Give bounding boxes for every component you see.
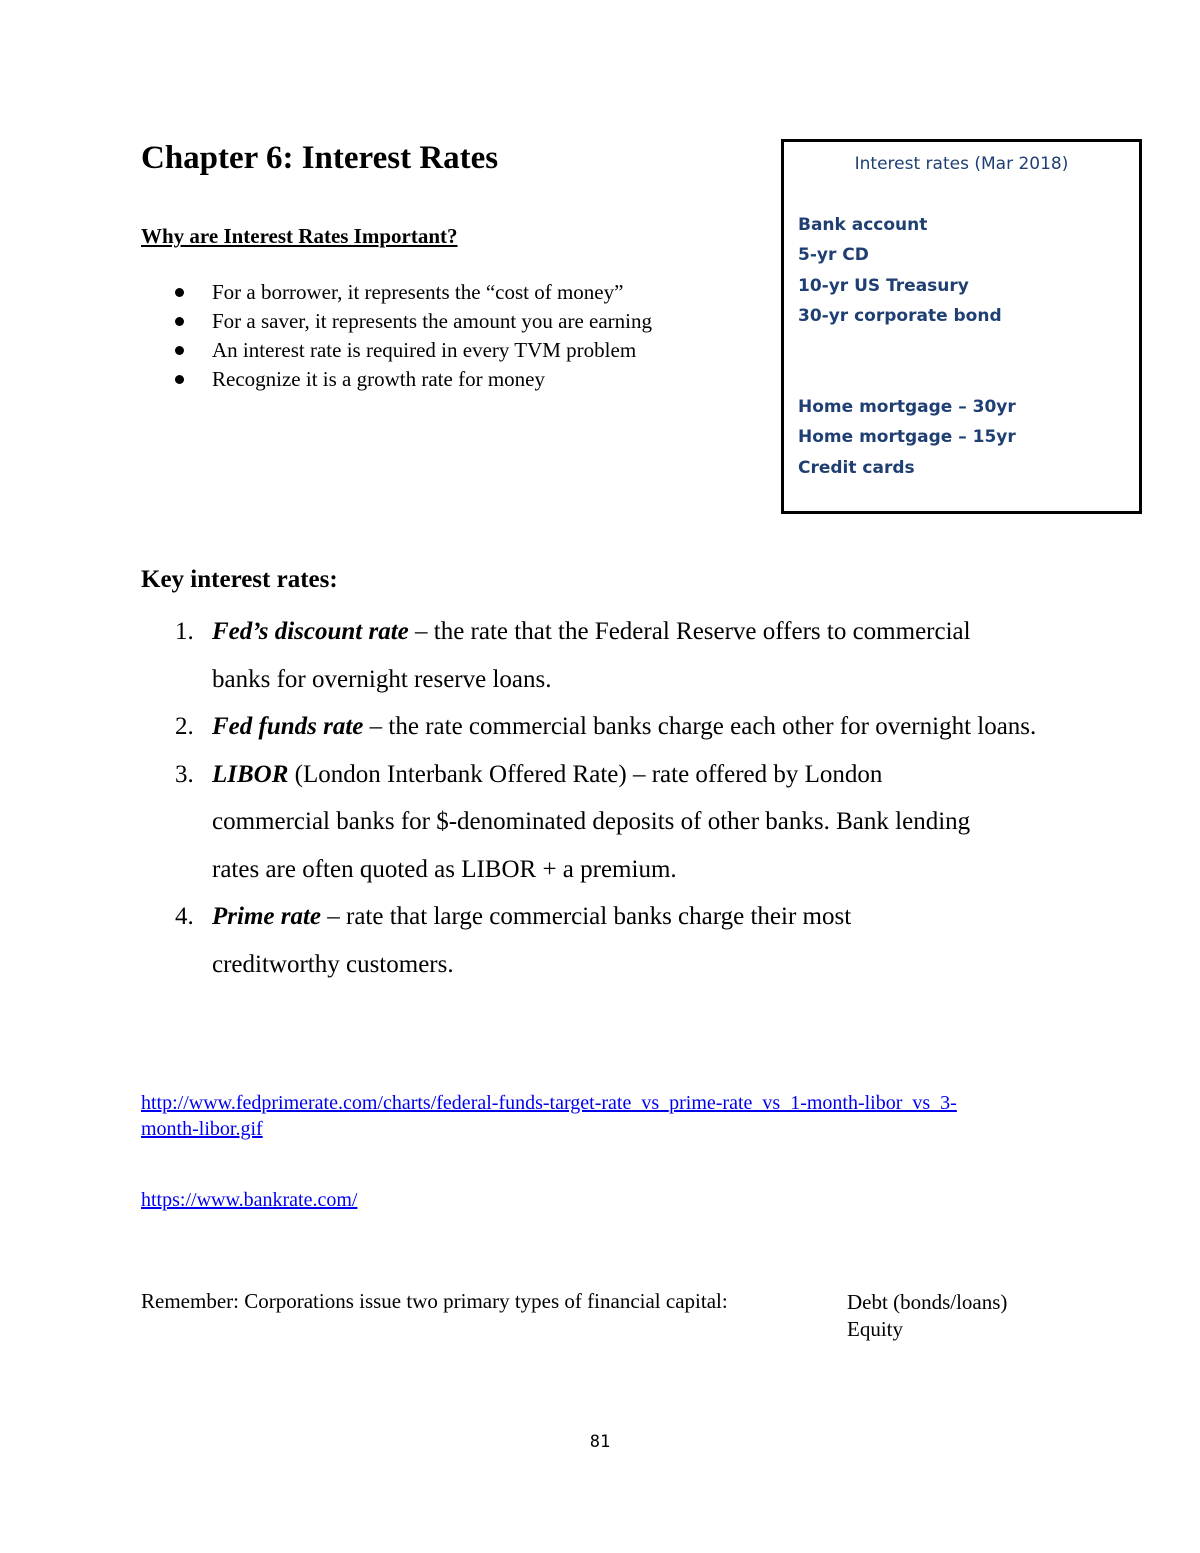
importance-bullet-list (141, 278, 652, 394)
list-item: 3. LIBOR (London Interbank Offered Rate) – rate offered by London commercial banks for $-denominated deposits of other banks. Bank lending rates are often quoted as LIBOR + a premium. (175, 760, 971, 883)
bankrate-link[interactable]: https://www.bankrate.com/ (141, 1189, 358, 1211)
term-feds-discount-rate: Fed’s discount rate (212, 618, 409, 645)
rate-item-mortgage-30yr: Home mortgage – 30yr (798, 397, 1016, 417)
remember-note: Remember: Corporations issue two primary types of financial capital: (141, 1289, 728, 1313)
list-item: 2. Fed funds rate – the rate commercial banks charge each other for overnight loans. (175, 713, 1037, 740)
list-item: 4. Prime rate – rate that large commercial banks charge their most creditworthy customers. (175, 903, 852, 978)
term-libor: LIBOR (212, 760, 289, 788)
page-number: 81 (589, 1432, 611, 1452)
bullet-icon (175, 317, 184, 326)
term-fed-funds-rate: Fed funds rate (212, 713, 364, 740)
interest-rates-box (781, 139, 1142, 514)
list-item: Recognize it is a growth rate for money (141, 365, 652, 394)
list-item: 1. Fed’s discount rate – the rate that the Federal Reserve offers to commercial banks for overnight reserve loans. (175, 618, 971, 693)
section-subheading: Why are Interest Rates Important? (141, 224, 458, 248)
page-title: Chapter 6: Interest Rates (141, 140, 499, 176)
key-rates-heading: Key interest rates: (141, 566, 338, 593)
rate-box-title: Interest rates (Mar 2018) (854, 154, 1069, 174)
rate-item-bank-account: Bank account (798, 215, 928, 235)
key-rates-list (141, 608, 1141, 988)
bullet-icon (175, 288, 184, 297)
capital-type-debt: Debt (bonds/loans) (847, 1290, 1008, 1314)
bullet-icon (175, 346, 184, 355)
list-item: An interest rate is required in every TVM problem (141, 336, 652, 365)
fedprimerate-link[interactable]: http://www.fedprimerate.com/charts/federal-funds-target-rate_vs_prime-rate_vs_1-month-libor_vs_3- month-libor.gif (141, 1092, 957, 1140)
list-item: For a borrower, it represents the “cost of money” (141, 278, 652, 307)
capital-type-equity: Equity (847, 1317, 903, 1341)
rate-item-30yr-corporate-bond: 30-yr corporate bond (798, 306, 1002, 326)
rate-item-mortgage-15yr: Home mortgage – 15yr (798, 427, 1016, 447)
term-prime-rate: Prime rate (212, 903, 322, 930)
capital-types (847, 1289, 1007, 1343)
list-item: For a saver, it represents the amount you are earning (141, 307, 652, 336)
rate-item-5yr-cd: 5-yr CD (798, 245, 869, 265)
rate-item-credit-cards: Credit cards (798, 458, 915, 478)
bullet-icon (175, 375, 184, 384)
rate-item-10yr-treasury: 10-yr US Treasury (798, 276, 969, 296)
